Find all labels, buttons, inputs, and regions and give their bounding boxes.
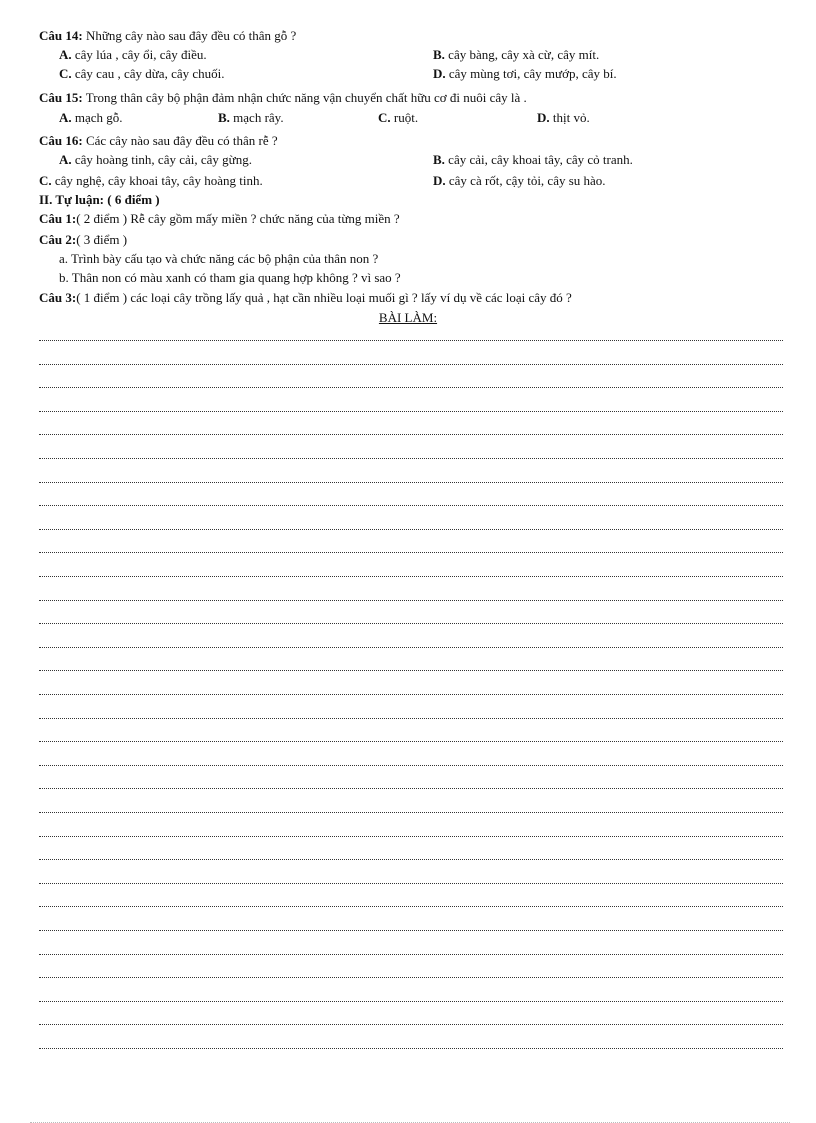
question-14-text: Những cây nào sau đây đều có thân gỗ ? [85,28,297,43]
answer-line[interactable] [39,739,783,742]
essay-question-2b [59,270,401,286]
essay-question-2a [59,251,378,267]
answer-line[interactable] [39,763,783,766]
question-15 [39,90,527,106]
option-key: C. [378,110,391,125]
question-16 [39,133,278,149]
essay-question-2 [39,232,127,248]
question-14 [39,28,296,44]
answer-line[interactable] [39,716,783,719]
answer-line[interactable] [39,1046,783,1049]
option-key: B. [433,47,445,62]
answer-line[interactable] [39,480,783,483]
option-key: A. [59,47,72,62]
answer-line[interactable] [39,1022,783,1025]
option-key: D. [537,110,550,125]
question-16-option-b [433,152,633,168]
answer-line[interactable] [39,598,783,601]
answer-line[interactable] [39,810,783,813]
answer-line[interactable] [39,857,783,860]
option-key: B. [433,152,445,167]
option-text: ruột. [393,110,419,125]
essay-question-3-label: Câu 3: [39,290,77,305]
answer-line[interactable] [39,456,783,459]
essay-question-2-label: Câu 2: [39,232,77,247]
essay-question-2b-text: b. Thân non có màu xanh có tham gia quang hợp không ? vì sao ? [59,270,401,285]
answer-line[interactable] [39,409,783,412]
answer-line[interactable] [39,786,783,789]
answer-line[interactable] [39,834,783,837]
question-14-option-c [59,66,225,82]
option-text: cây bàng, cây xà cừ, cây mít. [448,47,600,62]
answer-line[interactable] [39,503,783,506]
answer-line[interactable] [39,904,783,907]
essay-question-2-text: ( 3 điểm ) [76,232,128,247]
option-text: mạch gỗ. [74,110,123,125]
answer-line[interactable] [39,338,783,341]
question-15-option-c [378,110,418,126]
question-14-option-d [433,66,617,82]
question-14-label: Câu 14: [39,28,83,43]
question-16-option-a [59,152,252,168]
answer-line[interactable] [39,527,783,530]
option-key: D. [433,66,446,81]
answer-line[interactable] [39,574,783,577]
answer-line[interactable] [39,952,783,955]
answer-line[interactable] [39,928,783,931]
section-heading [39,192,160,208]
option-key: A. [59,110,72,125]
answer-line[interactable] [39,999,783,1002]
question-14-option-b [433,47,599,63]
option-key: C. [59,66,72,81]
option-text: cây cải, cây khoai tây, cây cỏ tranh. [448,152,633,167]
question-16-label: Câu 16: [39,133,83,148]
option-key: A. [59,152,72,167]
option-text: mạch rây. [233,110,284,125]
question-15-option-b [218,110,284,126]
answer-title [0,310,816,326]
answer-line[interactable] [39,550,783,553]
option-text: cây cau , cây dừa, cây chuối. [74,66,225,81]
question-16-option-c [39,173,263,189]
question-16-option-d [433,173,606,189]
answer-title-text: BÀI LÀM: [378,310,438,325]
answer-line[interactable] [39,692,783,695]
option-text: thịt vỏ. [552,110,590,125]
question-15-option-d [537,110,590,126]
option-key: D. [433,173,446,188]
option-text: cây lúa , cây ổi, cây điều. [74,47,207,62]
answer-line[interactable] [39,881,783,884]
essay-question-3 [39,290,572,306]
option-text: cây hoàng tinh, cây cải, cây gừng. [74,152,252,167]
question-15-option-a [59,110,123,126]
essay-question-1-label: Câu 1: [39,211,77,226]
question-16-text: Các cây nào sau đây đều có thân rễ ? [85,133,278,148]
essay-question-3-text: ( 1 điểm ) các loại cây trồng lấy quả , hạt cần nhiều loại muối gì ? lấy ví dụ về các loại cây đó ? [76,290,572,305]
option-text: cây nghệ, cây khoai tây, cây hoàng tinh. [54,173,263,188]
answer-line[interactable] [39,362,783,365]
answer-line[interactable] [39,645,783,648]
answer-line[interactable] [39,975,783,978]
essay-question-1 [39,211,400,227]
option-key: B. [218,110,230,125]
essay-question-1-text: ( 2 điểm ) Rễ cây gồm mấy miền ? chức năng của từng miền ? [76,211,400,226]
option-key: C. [39,173,52,188]
question-15-label: Câu 15: [39,90,83,105]
question-15-text: Trong thân cây bộ phận đảm nhận chức năng vận chuyển chất hữu cơ đi nuôi cây là . [85,90,527,105]
answer-line[interactable] [39,621,783,624]
answer-line[interactable] [39,668,783,671]
section-heading-text: II. Tự luận: ( 6 điểm ) [39,192,160,207]
question-14-option-a [59,47,207,63]
essay-question-2a-text: a. Trình bày cấu tạo và chức năng các bộ phận của thân non ? [59,251,379,266]
answer-line[interactable] [39,385,783,388]
option-text: cây cà rốt, cậy tỏi, cây su hào. [448,173,606,188]
answer-line[interactable] [39,432,783,435]
option-text: cây mùng tơi, cây mướp, cây bí. [448,66,617,81]
